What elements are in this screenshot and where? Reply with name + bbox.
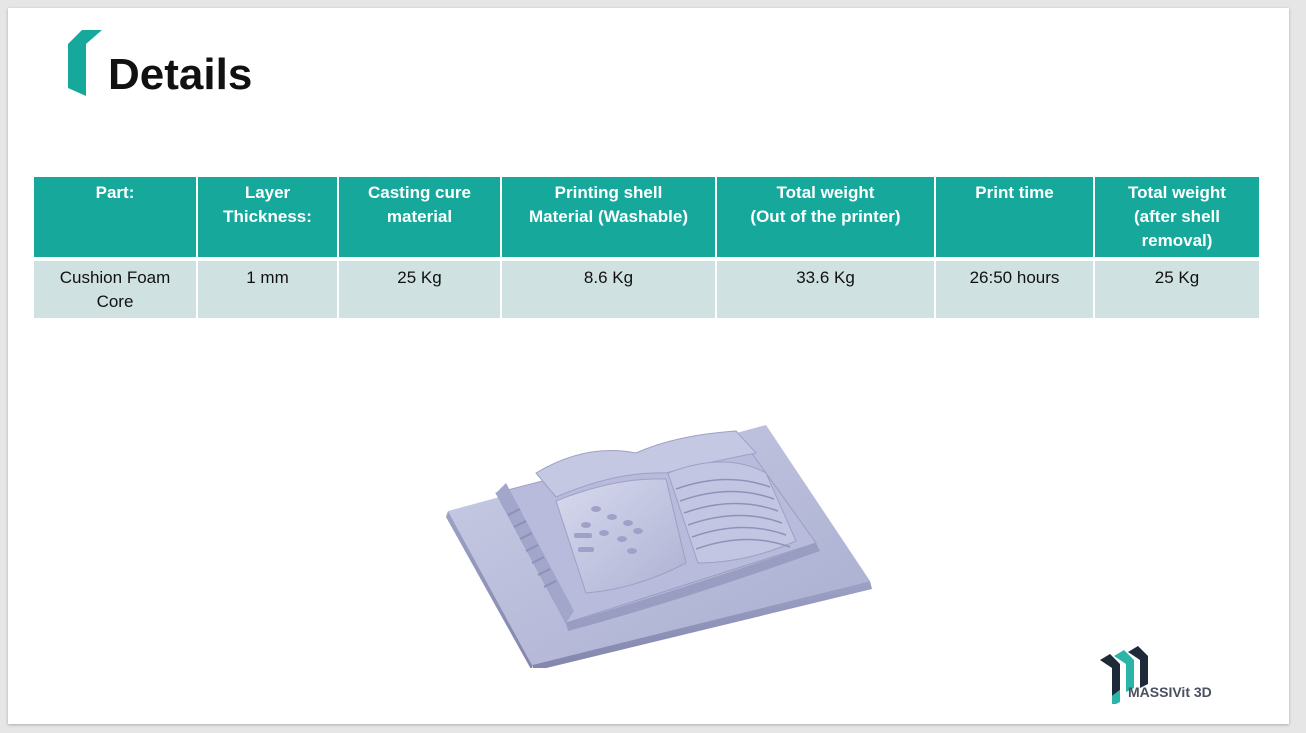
cell-layer-thickness: 1 mm bbox=[197, 259, 338, 318]
cell-total-weight-out: 33.6 Kg bbox=[716, 259, 935, 318]
specs-table bbox=[34, 177, 1259, 318]
foam-core-3d-render bbox=[436, 413, 878, 668]
page-title: Details bbox=[108, 50, 253, 99]
table-header-row bbox=[34, 177, 1259, 259]
massivit-logo-text: MASSIVit 3D bbox=[1128, 684, 1212, 700]
header-casting-cure-material: Casting cure material bbox=[338, 177, 501, 259]
cell-casting-cure-material: 25 Kg bbox=[338, 259, 501, 318]
cell-total-weight-after: 25 Kg bbox=[1094, 259, 1259, 318]
table-row bbox=[34, 259, 1259, 318]
header-part: Part: bbox=[34, 177, 197, 259]
slide bbox=[8, 8, 1289, 724]
header-print-time: Print time bbox=[935, 177, 1094, 259]
header-total-weight-out: Total weight (Out of the printer) bbox=[716, 177, 935, 259]
title-accent-bracket bbox=[68, 30, 104, 98]
cell-printing-shell-material: 8.6 Kg bbox=[501, 259, 716, 318]
header-total-weight-after: Total weight (after shell removal) bbox=[1094, 177, 1259, 259]
header-printing-shell-material: Printing shell Material (Washable) bbox=[501, 177, 716, 259]
cell-part: Cushion Foam Core bbox=[34, 259, 197, 318]
cell-print-time: 26:50 hours bbox=[935, 259, 1094, 318]
header-layer-thickness: Layer Thickness: bbox=[197, 177, 338, 259]
